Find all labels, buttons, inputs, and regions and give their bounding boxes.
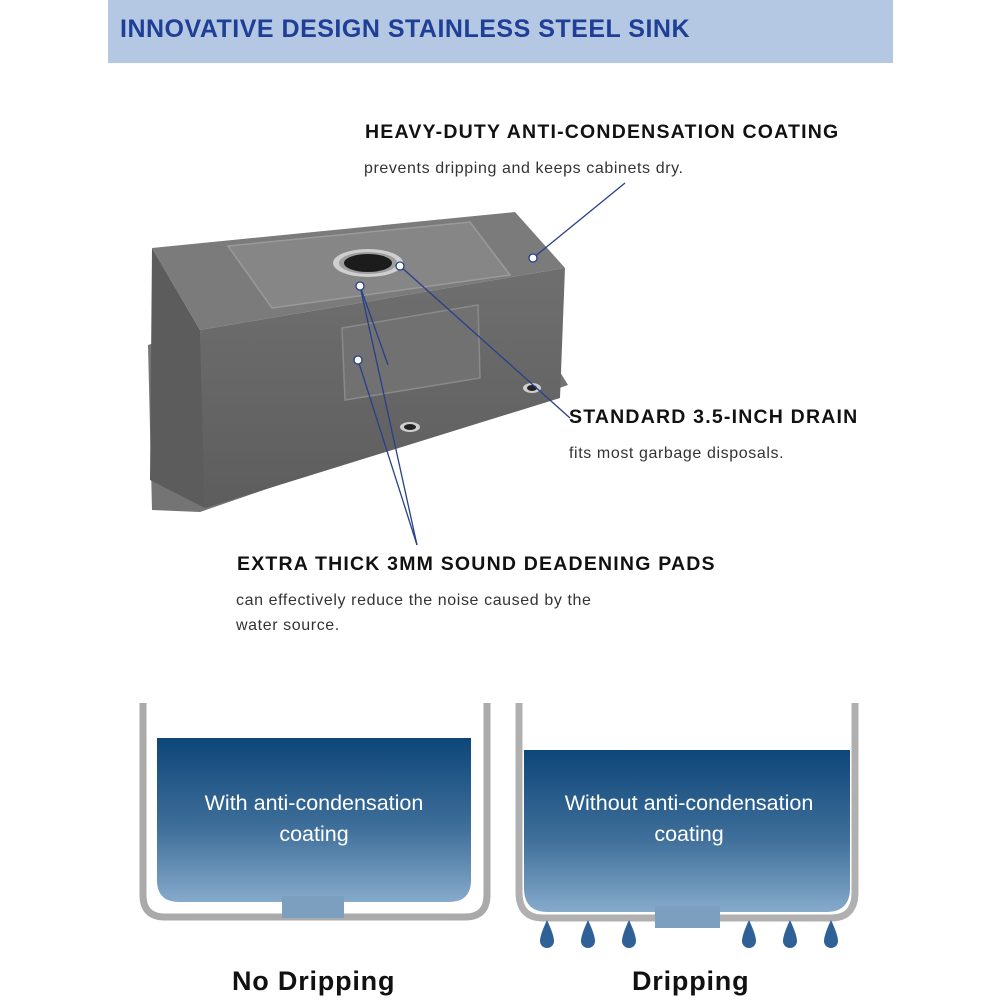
coating-callout-line [533, 183, 625, 258]
pads-description-line1: can effectively reduce the noise caused by the [236, 592, 592, 609]
left-tank-label-line1: With anti-condensation [204, 791, 424, 815]
drop-icon [742, 920, 756, 948]
coating-description: prevents dripping and keeps cabinets dry. [364, 160, 684, 177]
banner-title: INNOVATIVE DESIGN STAINLESS STEEL SINK [120, 15, 691, 43]
left-tank-label [157, 788, 471, 850]
drain-title: STANDARD 3.5-INCH DRAIN [569, 406, 859, 428]
right-tank-label [524, 788, 854, 850]
pads-description [236, 588, 592, 638]
dripping-caption: Dripping [632, 966, 750, 996]
drop-icon [783, 920, 797, 948]
drop-icon [540, 920, 554, 948]
no-dripping-caption: No Dripping [232, 966, 396, 996]
drop-icon [824, 920, 838, 948]
right-tank-label-line2: coating [654, 822, 724, 846]
drop-icon [581, 920, 595, 948]
drain-description: fits most garbage disposals. [569, 445, 785, 462]
right-tank-label-line1: Without anti-condensation [564, 791, 814, 815]
left-tank-label-line2: coating [279, 822, 349, 846]
drop-icon [622, 920, 636, 948]
pads-title: EXTRA THICK 3MM SOUND DEADENING PADS [237, 553, 716, 575]
pads-description-line2: water source. [236, 617, 340, 634]
coating-title: HEAVY-DUTY ANTI-CONDENSATION COATING [365, 121, 840, 143]
